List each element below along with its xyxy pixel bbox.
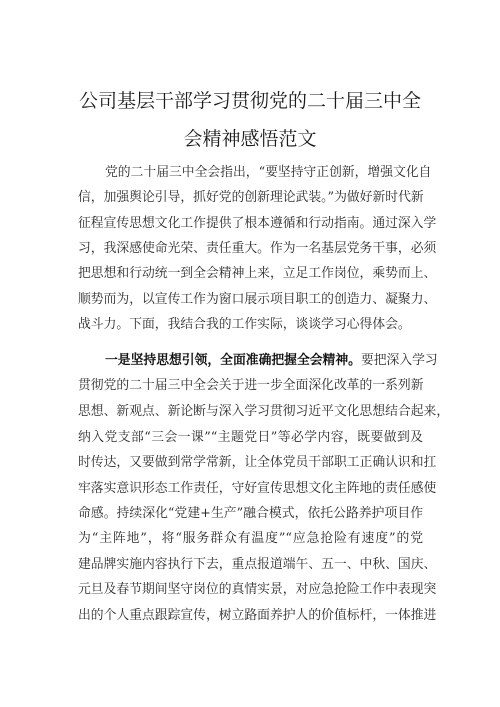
paragraph-1-line-1: 党的二十届三中全会指出，“要坚持守正创新，增强文化自 [105,165,432,180]
paragraph-2-line-9: 建品牌实施内容执行下去，重点报道端午、五一、中秋、国庆、 [78,557,437,572]
paragraph-2-line-8: 为“主阵地”，将“服务群众有温度”“应急抢险有速度”的党 [78,531,423,546]
paragraph-1-line-6: 顺势而为，以宣传工作为窗口展示项目职工的创造力、凝聚力、 [78,292,437,307]
paragraph-2-line-5: 时传达，又要做到常学常新，让全体党员干部职工正确认识和扛 [78,455,437,470]
paragraph-2-line-3: 思想、新观点、新论断与深入学习贯彻习近平文化思想结合起来， [78,404,450,419]
paragraph-1-line-5: 把思想和行动统一到全会精神上来，立足工作岗位，乘势而上、 [78,266,437,281]
paragraph-1-line-2: 信，加强舆论引导，抓好党的创新理论武装。”为做好新时代新 [78,190,424,205]
paragraph-1-line-7: 战斗力。下面，我结合我的工作实际，谈谈学习心得体会。 [78,317,411,332]
paragraph-1-line-4: 习，我深感使命光荣、责任重大。作为一名基层党务干事，必须 [78,241,437,256]
paragraph-2-line-4: 纳入党支部“三会一课”“主题党日”等必学内容，既要做到及 [78,430,423,445]
paragraph-2-line-2: 贯彻党的二十届三中全会关于进一步全面深化改革的一系列新 [78,378,424,393]
paragraph-2-line-11: 出的个人重点跟踪宣传，树立路面养护人的价值标杆，一体推进 [78,608,437,623]
paragraph-2-line-1 [78,353,438,369]
paragraph-1-line-3: 征程宣传思想文化工作提供了根本遵循和行动指南。通过深入学 [78,216,437,231]
document-title-line-1: 公司基层干部学习贯彻党的二十届三中全 [78,90,421,112]
document-title-line-2: 会精神感悟范文 [183,128,317,150]
paragraph-2-line-10: 元旦及春节期间坚守岗位的真情实景，对应急抢险工作中表现突 [78,582,437,597]
paragraph-2-line-7: 命感。持续深化“党建+生产”融合模式，依托公路养护项目作 [78,506,423,521]
paragraph-2-line-1-text: 要把深入学习 [360,353,438,368]
paragraph-2-line-6: 牢落实意识形态工作责任，守好宣传思想文化主阵地的责任感使 [78,481,437,496]
paragraph-2-bold-lead: 一是坚持思想引领，全面准确把握全会精神。 [105,353,361,368]
